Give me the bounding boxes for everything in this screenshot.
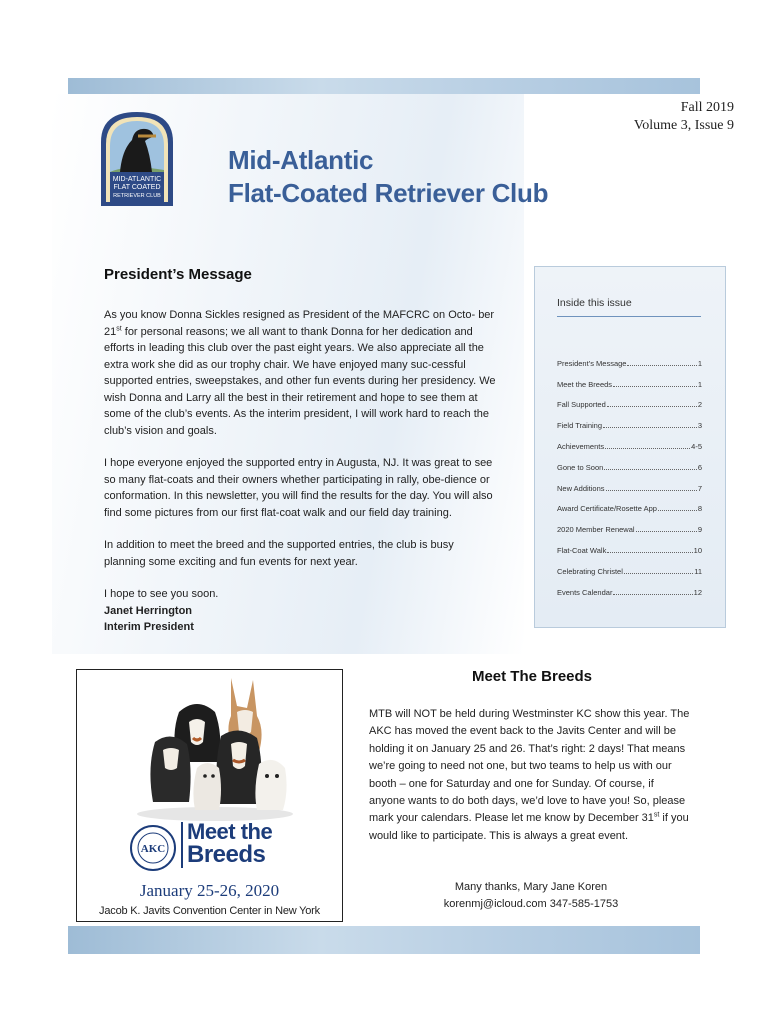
paragraph-3: In addition to meet the breed and the supported entries, the club is busy planning some exciting and fun events for next year. (104, 539, 454, 568)
newsletter-title (228, 144, 548, 210)
title-line-1: Mid-Atlantic (228, 145, 374, 175)
toc-item[interactable]: President’s Message 1 (557, 358, 702, 368)
toc-list (557, 347, 702, 597)
meet-the-breeds-logo (187, 820, 272, 866)
p1-part-b: ber 21 (104, 309, 495, 338)
issue-date: Fall 2019 (680, 100, 734, 115)
presidents-message-body (104, 307, 496, 636)
meet-the-breeds-flyer (76, 669, 343, 922)
mtb-contact[interactable]: korenmj@icloud.com 347-585-1753 (443, 898, 619, 910)
signer-title: Interim President (104, 621, 194, 633)
paragraph-1 (104, 307, 496, 439)
toc-item[interactable]: New Additions 7 (557, 483, 702, 493)
flyer-venue: Jacob K. Javits Convention Center in New York (99, 905, 320, 917)
presidents-message-heading: President’s Message (104, 266, 252, 283)
akc-logo-text: AKC (140, 843, 166, 855)
logo-line-1: Meet the (187, 819, 273, 844)
toc-item[interactable]: Meet the Breeds 1 (557, 379, 702, 389)
toc-item[interactable]: Achievements 4-5 (557, 441, 702, 451)
toc-item[interactable]: 2020 Member Renewal 9 (557, 525, 702, 535)
mtb-thanks: Many thanks, Mary Jane Koren (454, 881, 608, 893)
top-banner-bar (68, 78, 700, 94)
toc-item[interactable]: Celebrating Christel 11 (557, 566, 702, 576)
p1-part-a: As you know Donna Sickles resigned as President of the MAFCRC on Octo- (104, 309, 476, 321)
toc-heading: Inside this issue (557, 297, 632, 309)
p1-rest: and efforts in leading this club over the past eight years. We also appreciate all the extra work she did as our trophy chair. We have enjoyed many suc-cessful supported entries, sweepstakes, and other fun events during her presidency. We wish Donna and Larry all the best in their retirement and hope to see them at some of the club’s events. As the interim president, I will work hard to reach the club’s vision and goals. (104, 325, 496, 437)
logo-divider (181, 822, 183, 868)
club-logo (98, 110, 176, 208)
meet-the-breeds-body (369, 706, 691, 845)
logo-text-1: MID-ATLANTIC (112, 176, 162, 183)
mtb-sup: st (653, 811, 660, 819)
mtb-signoff (368, 879, 694, 913)
flyer-date: January 25-26, 2020 (139, 881, 280, 900)
signer-name: Janet Herrington (104, 604, 193, 617)
toc-divider (557, 316, 701, 317)
logo-text-3: RETRIEVER CLUB (113, 193, 161, 199)
toc-item[interactable]: Award Certificate/Rosette App 8 (557, 504, 702, 514)
p1-part-c: for personal reasons; we all want to thank Donna for her dedication (121, 325, 452, 338)
p1-sup: st (116, 324, 122, 332)
mtb-text-a: MTB will NOT be held during Westminster KC show this year. The AKC has moved the event back to the Javits Center and will be holding it on January 25 and 26. That’s right: 2 days! That means we’re going to need not one, but two teams to help us with our booth – one for Saturday and one for Sunday. Of course, if anyone wants to do both days, we’d love to have you! So, please mark your calendars. Please let me know by December 31 (369, 708, 690, 825)
meet-the-breeds-heading: Meet The Breeds (471, 668, 593, 685)
toc-item[interactable]: Field Training 3 (557, 421, 702, 431)
toc-item[interactable]: Flat-Coat Walk 10 (557, 545, 702, 555)
toc-item[interactable]: Fall Supported 2 (557, 400, 702, 410)
logo-text-2: FLAT COATED (113, 184, 161, 191)
issue-info (634, 99, 734, 135)
closing-line: I hope to see you soon. (104, 588, 219, 600)
mtb-text-b: if you would like to participate. This is always a great event. (369, 812, 689, 842)
title-line-2: Flat-Coated Retriever Club (228, 178, 549, 208)
akc-logo (129, 824, 177, 872)
inside-this-issue-box (534, 266, 726, 628)
logo-line-2: Breeds (187, 841, 266, 868)
issue-volume: Volume 3, Issue 9 (633, 118, 734, 133)
dogs-photo (135, 672, 295, 822)
paragraph-2: I hope everyone enjoyed the supported entry in Augusta, NJ. It was great to see so many flat-coats and their owners whether participating in rally, obe-dience or conformation. In this newsletter, you will find the results for the day. You will also find some pictures from our first flat-coat walk and our field day training. (104, 457, 493, 519)
bottom-banner-bar (68, 926, 700, 954)
toc-item[interactable]: Events Calendar 12 (557, 587, 702, 597)
toc-item[interactable]: Gone to Soon 6 (557, 462, 702, 472)
